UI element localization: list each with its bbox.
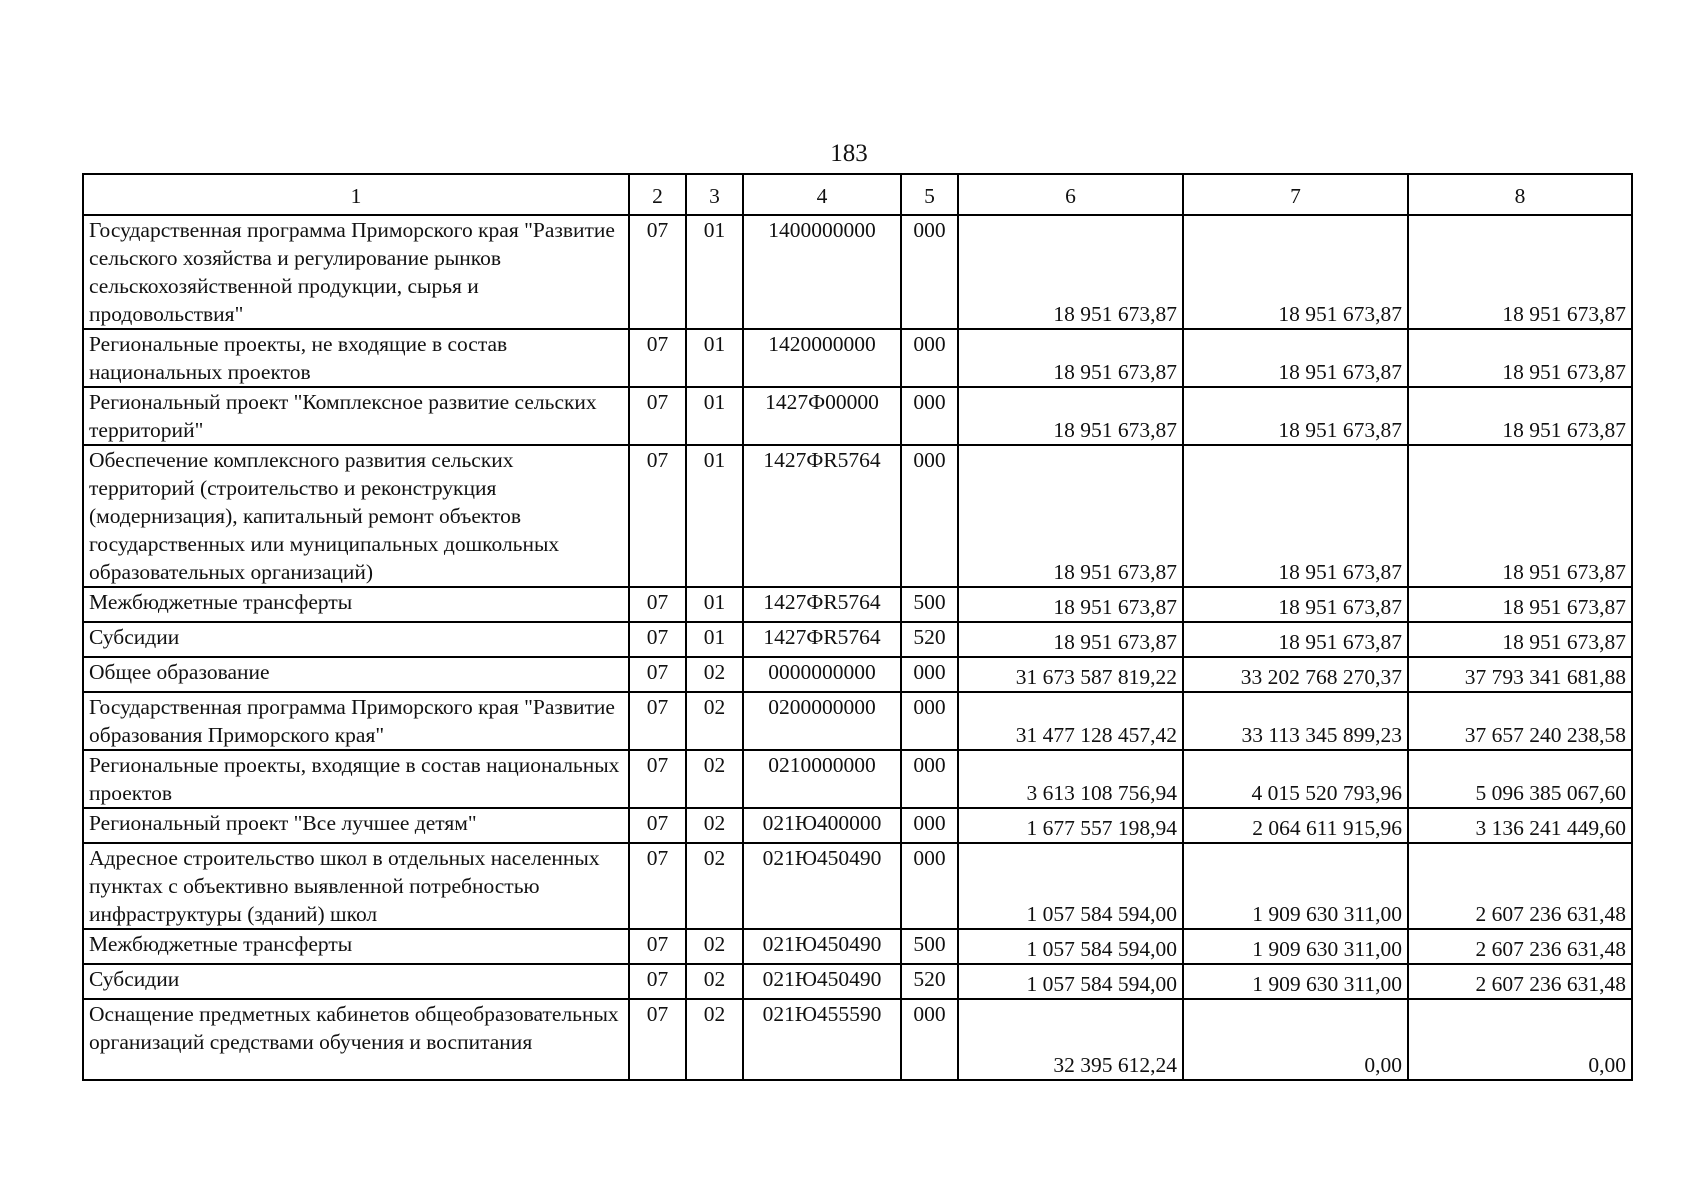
- column-header-1: 1: [83, 174, 629, 215]
- section-code: 07: [629, 808, 686, 843]
- target-article-code: 1400000000: [743, 215, 901, 329]
- amount-col-6: 18 951 673,87: [958, 587, 1183, 622]
- amount-col-8: 37 793 341 681,88: [1408, 657, 1632, 692]
- amount-col-6: 3 613 108 756,94: [958, 750, 1183, 808]
- section-code: 07: [629, 387, 686, 445]
- expense-type-code: 000: [901, 808, 958, 843]
- amount-col-7: 18 951 673,87: [1183, 387, 1408, 445]
- column-header-5: 5: [901, 174, 958, 215]
- table-row: [83, 929, 1632, 964]
- subsection-code: 01: [686, 215, 743, 329]
- expense-type-code: 000: [901, 387, 958, 445]
- section-code: 07: [629, 964, 686, 999]
- amount-col-7: 18 951 673,87: [1183, 622, 1408, 657]
- amount-col-7: 33 113 345 899,23: [1183, 692, 1408, 750]
- table-row: [83, 999, 1632, 1080]
- target-article-code: 0200000000: [743, 692, 901, 750]
- expense-type-code: 000: [901, 692, 958, 750]
- amount-col-7: 4 015 520 793,96: [1183, 750, 1408, 808]
- item-name: Региональный проект "Комплексное развитие сельских территорий": [83, 387, 629, 445]
- section-code: 07: [629, 215, 686, 329]
- amount-col-8: 2 607 236 631,48: [1408, 929, 1632, 964]
- amount-col-6: 32 395 612,24: [958, 999, 1183, 1080]
- subsection-code: 02: [686, 929, 743, 964]
- column-header-8: 8: [1408, 174, 1632, 215]
- table-row: [83, 692, 1632, 750]
- item-name: Обеспечение комплексного развития сельских территорий (строительство и реконструкция (модернизация), капитальный ремонт объектов государственных или муниципальных дошкольных образовательных организаций): [83, 445, 629, 587]
- item-name: Оснащение предметных кабинетов общеобразовательных организаций средствами обучения и воспитания: [83, 999, 629, 1080]
- column-header-3: 3: [686, 174, 743, 215]
- amount-col-6: 18 951 673,87: [958, 622, 1183, 657]
- budget-table: [82, 173, 1633, 1081]
- table-body: [83, 174, 1632, 1080]
- target-article-code: 021Ю450490: [743, 964, 901, 999]
- table-row: [83, 964, 1632, 999]
- amount-col-7: 1 909 630 311,00: [1183, 964, 1408, 999]
- table-row: [83, 843, 1632, 929]
- amount-col-7: 18 951 673,87: [1183, 329, 1408, 387]
- expense-type-code: 500: [901, 929, 958, 964]
- item-name: Государственная программа Приморского края "Развитие сельского хозяйства и регулирование рынков сельскохозяйственной продукции, сырья и продовольствия": [83, 215, 629, 329]
- target-article-code: 1427ФR5764: [743, 622, 901, 657]
- amount-col-6: 18 951 673,87: [958, 445, 1183, 587]
- target-article-code: 021Ю400000: [743, 808, 901, 843]
- amount-col-7: 18 951 673,87: [1183, 445, 1408, 587]
- table-row: [83, 587, 1632, 622]
- table-row: [83, 808, 1632, 843]
- amount-col-8: 18 951 673,87: [1408, 387, 1632, 445]
- item-name: Субсидии: [83, 964, 629, 999]
- target-article-code: 1427ФR5764: [743, 445, 901, 587]
- amount-col-6: 18 951 673,87: [958, 329, 1183, 387]
- amount-col-8: 37 657 240 238,58: [1408, 692, 1632, 750]
- target-article-code: 021Ю455590: [743, 999, 901, 1080]
- subsection-code: 01: [686, 622, 743, 657]
- section-code: 07: [629, 999, 686, 1080]
- section-code: 07: [629, 622, 686, 657]
- amount-col-6: 31 477 128 457,42: [958, 692, 1183, 750]
- amount-col-6: 18 951 673,87: [958, 215, 1183, 329]
- amount-col-8: 18 951 673,87: [1408, 215, 1632, 329]
- subsection-code: 01: [686, 387, 743, 445]
- amount-col-7: 18 951 673,87: [1183, 587, 1408, 622]
- amount-col-8: 18 951 673,87: [1408, 329, 1632, 387]
- column-header-7: 7: [1183, 174, 1408, 215]
- page-number: 183: [830, 140, 868, 167]
- amount-col-7: 33 202 768 270,37: [1183, 657, 1408, 692]
- table-row: [83, 750, 1632, 808]
- expense-type-code: 500: [901, 587, 958, 622]
- amount-col-8: 18 951 673,87: [1408, 445, 1632, 587]
- amount-col-8: 3 136 241 449,60: [1408, 808, 1632, 843]
- expense-type-code: 000: [901, 329, 958, 387]
- subsection-code: 02: [686, 964, 743, 999]
- target-article-code: 1427ФR5764: [743, 587, 901, 622]
- subsection-code: 02: [686, 843, 743, 929]
- target-article-code: 0000000000: [743, 657, 901, 692]
- item-name: Адресное строительство школ в отдельных населенных пунктах с объективно выявленной потребностью инфраструктуры (зданий) школ: [83, 843, 629, 929]
- amount-col-7: 0,00: [1183, 999, 1408, 1080]
- item-name: Общее образование: [83, 657, 629, 692]
- subsection-code: 02: [686, 808, 743, 843]
- amount-col-8: 18 951 673,87: [1408, 622, 1632, 657]
- target-article-code: 0210000000: [743, 750, 901, 808]
- amount-col-8: 5 096 385 067,60: [1408, 750, 1632, 808]
- table-row: [83, 215, 1632, 329]
- expense-type-code: 000: [901, 999, 958, 1080]
- subsection-code: 02: [686, 657, 743, 692]
- section-code: 07: [629, 587, 686, 622]
- section-code: 07: [629, 329, 686, 387]
- target-article-code: 1427Ф00000: [743, 387, 901, 445]
- subsection-code: 02: [686, 692, 743, 750]
- table-row: [83, 657, 1632, 692]
- expense-type-code: 000: [901, 843, 958, 929]
- amount-col-6: 1 057 584 594,00: [958, 964, 1183, 999]
- section-code: 07: [629, 692, 686, 750]
- subsection-code: 01: [686, 445, 743, 587]
- item-name: Региональные проекты, не входящие в состав национальных проектов: [83, 329, 629, 387]
- amount-col-8: 0,00: [1408, 999, 1632, 1080]
- amount-col-6: 1 677 557 198,94: [958, 808, 1183, 843]
- item-name: Региональные проекты, входящие в состав национальных проектов: [83, 750, 629, 808]
- section-code: 07: [629, 750, 686, 808]
- section-code: 07: [629, 843, 686, 929]
- expense-type-code: 000: [901, 750, 958, 808]
- amount-col-7: 18 951 673,87: [1183, 215, 1408, 329]
- header-row: [83, 174, 1632, 215]
- expense-type-code: 000: [901, 657, 958, 692]
- item-name: Государственная программа Приморского края "Развитие образования Приморского края": [83, 692, 629, 750]
- expense-type-code: 000: [901, 445, 958, 587]
- amount-col-7: 1 909 630 311,00: [1183, 843, 1408, 929]
- column-header-2: 2: [629, 174, 686, 215]
- section-code: 07: [629, 657, 686, 692]
- item-name: Межбюджетные трансферты: [83, 929, 629, 964]
- amount-col-8: 2 607 236 631,48: [1408, 843, 1632, 929]
- amount-col-6: 18 951 673,87: [958, 387, 1183, 445]
- table-row: [83, 329, 1632, 387]
- table-row: [83, 622, 1632, 657]
- column-header-6: 6: [958, 174, 1183, 215]
- expense-type-code: 520: [901, 964, 958, 999]
- amount-col-8: 18 951 673,87: [1408, 587, 1632, 622]
- amount-col-7: 1 909 630 311,00: [1183, 929, 1408, 964]
- amount-col-8: 2 607 236 631,48: [1408, 964, 1632, 999]
- subsection-code: 02: [686, 999, 743, 1080]
- target-article-code: 1420000000: [743, 329, 901, 387]
- item-name: Межбюджетные трансферты: [83, 587, 629, 622]
- amount-col-7: 2 064 611 915,96: [1183, 808, 1408, 843]
- item-name: Региональный проект "Все лучшее детям": [83, 808, 629, 843]
- subsection-code: 01: [686, 587, 743, 622]
- table-row: [83, 445, 1632, 587]
- subsection-code: 01: [686, 329, 743, 387]
- subsection-code: 02: [686, 750, 743, 808]
- column-header-4: 4: [743, 174, 901, 215]
- section-code: 07: [629, 445, 686, 587]
- amount-col-6: 31 673 587 819,22: [958, 657, 1183, 692]
- table-row: [83, 387, 1632, 445]
- expense-type-code: 520: [901, 622, 958, 657]
- section-code: 07: [629, 929, 686, 964]
- target-article-code: 021Ю450490: [743, 843, 901, 929]
- target-article-code: 021Ю450490: [743, 929, 901, 964]
- item-name: Субсидии: [83, 622, 629, 657]
- amount-col-6: 1 057 584 594,00: [958, 929, 1183, 964]
- expense-type-code: 000: [901, 215, 958, 329]
- amount-col-6: 1 057 584 594,00: [958, 843, 1183, 929]
